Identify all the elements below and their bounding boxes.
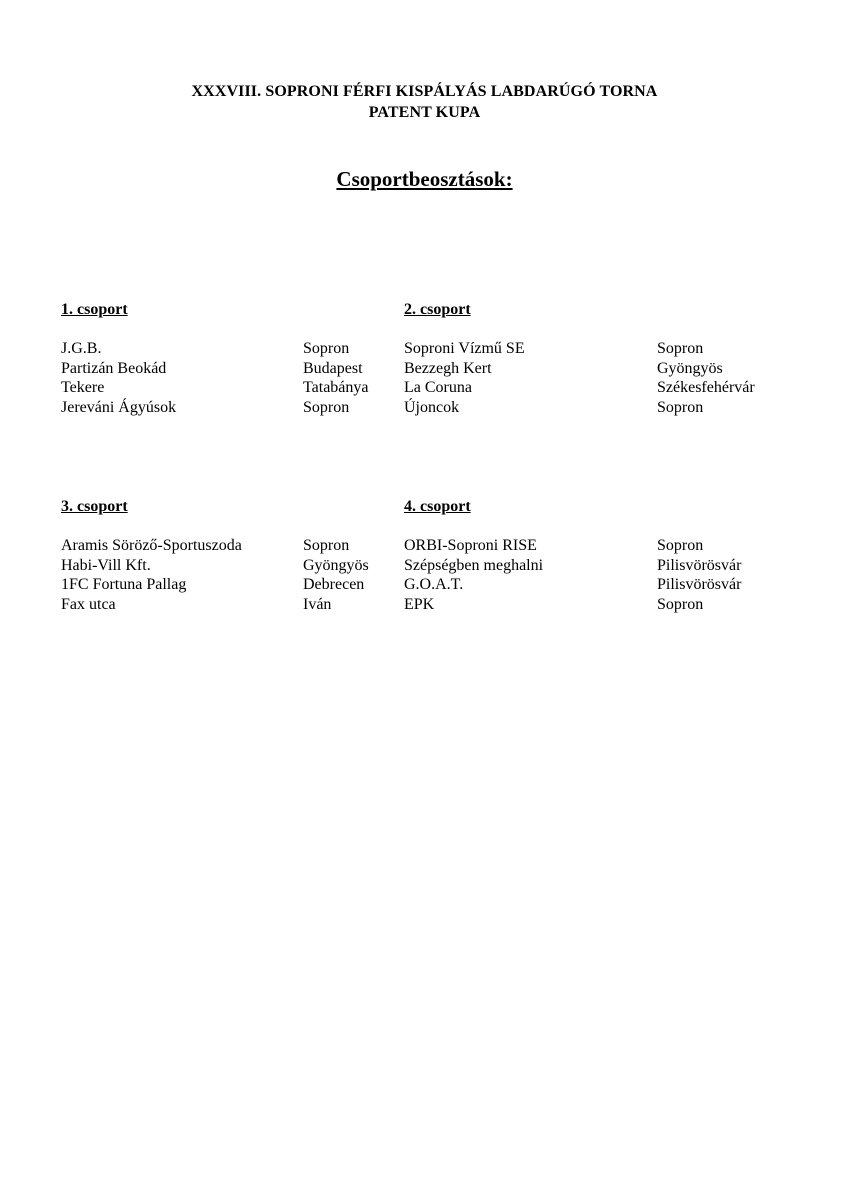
- team-name: Szépségben meghalni: [404, 556, 544, 574]
- group-2: [404, 300, 755, 418]
- team-row: [404, 536, 704, 556]
- team-row: [404, 398, 704, 418]
- team-name: 1FC Fortuna Pallag: [61, 576, 187, 594]
- team-city: Sopron: [657, 596, 704, 614]
- team-row: [61, 339, 350, 359]
- group-title: 4. csoport: [404, 498, 471, 515]
- group-title: 1. csoport: [61, 301, 128, 318]
- team-name: Újoncok: [404, 399, 460, 417]
- team-name: Aramis Söröző-Sportuszoda: [61, 537, 242, 554]
- group-4: [404, 497, 742, 615]
- team-name: Jereváni Ágyúsok: [61, 399, 177, 417]
- team-row: [61, 359, 363, 379]
- team-city: Székesfehérvár: [657, 379, 755, 397]
- team-name: EPK: [404, 596, 435, 614]
- document-title: XXXVIII. SOPRONI FÉRFI KISPÁLYÁS LABDARÚGÓ TORNA: [191, 83, 658, 100]
- team-row: [61, 595, 332, 615]
- team-city: Sopron: [657, 340, 704, 357]
- team-city: Iván: [303, 596, 332, 614]
- team-city: Sopron: [303, 340, 350, 357]
- group-title: 2. csoport: [404, 301, 471, 318]
- team-city: Tatabánya: [303, 379, 369, 397]
- team-row: [404, 378, 755, 398]
- team-name: J.G.B.: [61, 340, 102, 357]
- team-name: G.O.A.T.: [404, 576, 464, 594]
- team-row: [61, 378, 369, 398]
- team-name: ORBI-Soproni RISE: [404, 537, 537, 554]
- team-row: [404, 595, 704, 615]
- document-subtitle: PATENT KUPA: [368, 104, 481, 121]
- team-row: [61, 398, 350, 418]
- team-row: [404, 359, 723, 379]
- group-title: 3. csoport: [61, 498, 128, 515]
- team-row: [404, 339, 704, 359]
- team-city: Sopron: [303, 399, 350, 417]
- team-row: [61, 556, 369, 576]
- section-heading: Csoportbeosztások:: [336, 167, 513, 191]
- team-name: Bezzegh Kert: [404, 359, 492, 377]
- team-row: [61, 575, 365, 595]
- team-city: Gyöngyös: [303, 556, 369, 574]
- team-name: Habi-Vill Kft.: [61, 556, 151, 574]
- team-name: La Coruna: [404, 379, 472, 397]
- team-row: [61, 536, 350, 556]
- team-city: Debrecen: [303, 576, 365, 594]
- group-1: [61, 300, 369, 418]
- team-name: Tekere: [61, 379, 105, 397]
- team-name: Fax utca: [61, 596, 116, 614]
- team-city: Pilisvörösvár: [657, 576, 742, 594]
- team-name: Partizán Beokád: [61, 359, 167, 377]
- team-city: Sopron: [657, 399, 704, 417]
- team-city: Sopron: [657, 537, 704, 554]
- team-name: Soproni Vízmű SE: [404, 340, 525, 357]
- team-city: Pilisvörösvár: [657, 556, 742, 574]
- group-3: [61, 497, 369, 615]
- team-city: Gyöngyös: [657, 359, 723, 377]
- team-row: [404, 556, 742, 576]
- team-city: Sopron: [303, 537, 350, 554]
- team-city: Budapest: [303, 359, 363, 377]
- team-row: [404, 575, 742, 595]
